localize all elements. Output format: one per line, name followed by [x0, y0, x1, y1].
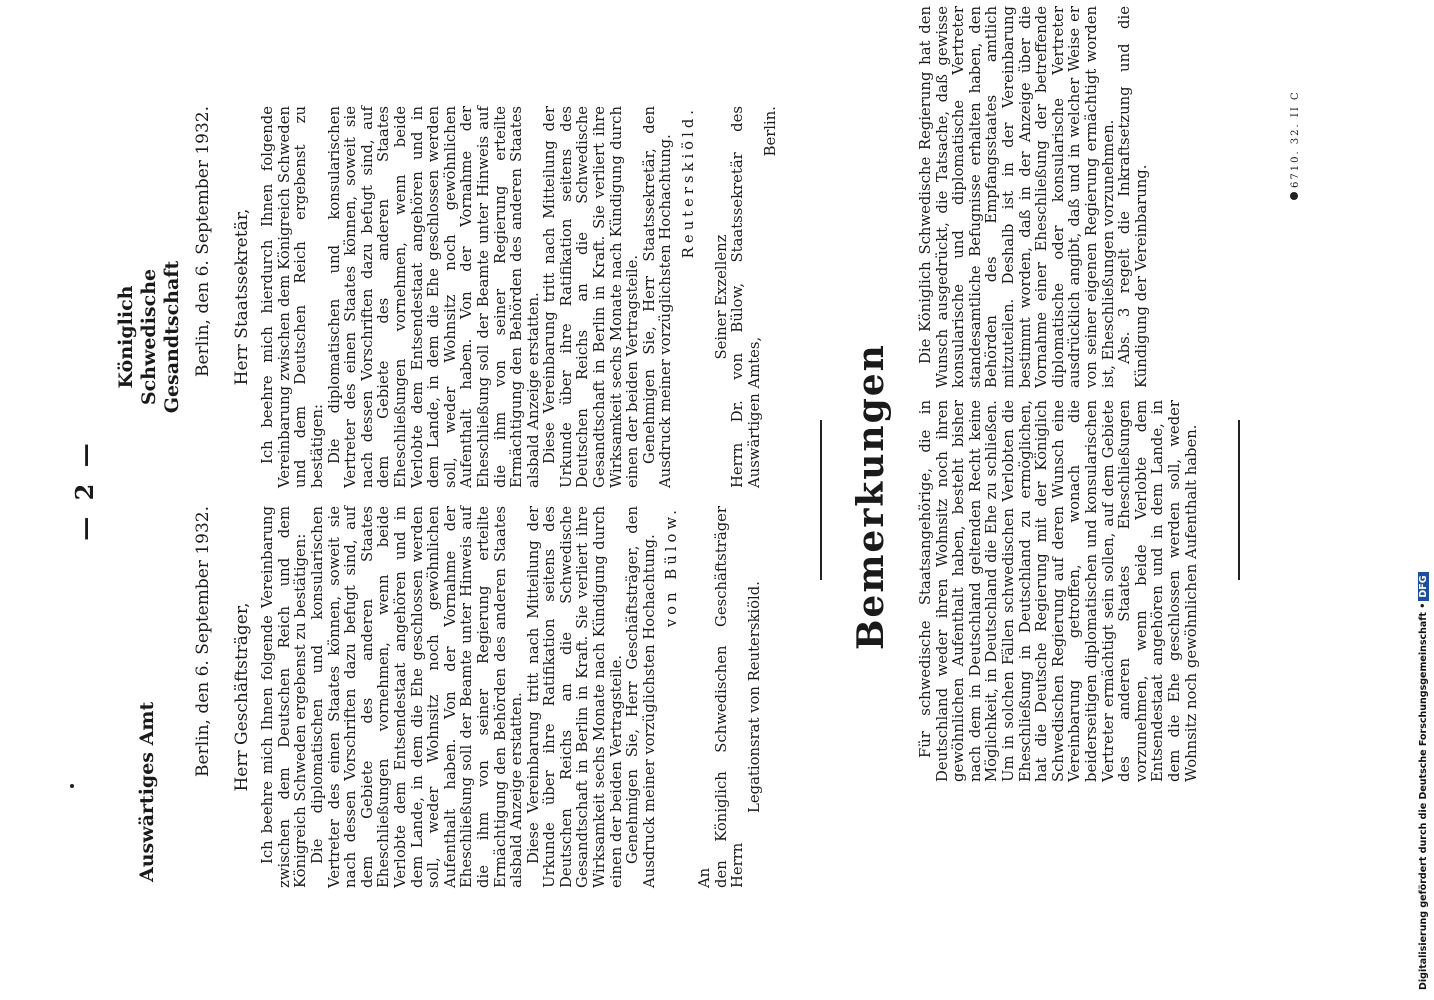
address-block — [714, 106, 780, 488]
remarks-left-column — [918, 400, 1200, 782]
address-line: Legationsrat von Reuterskiöld. — [745, 581, 763, 813]
paragraph: Abs. 3 regelt die Inkraftsetzung und die Kündigung der Vereinbarung. — [1116, 6, 1150, 388]
dfg-logo: DFG — [1418, 572, 1429, 600]
print-code: 6710. 32. II C — [1290, 90, 1301, 200]
address-line: An — [696, 867, 714, 888]
paragraph: Die diplomatischen und konsularischen Vertreter des einen Staates können, soweit sie nach dessen Vorschriften dazu befugt sind, auf dem Gebiete des anderen Staates Eheschließungen vornehmen, wenn beide Verlobte dem Entsendestaat angehören und in dem Lande, in dem die Ehe geschlossen werden soll, weder Wohnsitz noch gewöhnlichen Aufenthalt haben. Von der Vornahme der Eheschließung soll der Beamte unter Hinweis auf die ihm von seiner Regierung erteilte Ermächtigung den Behörden des anderen Staates alsbald Anzeige erstatten. — [325, 106, 542, 488]
left-letter — [195, 506, 763, 888]
print-mark-icon — [1290, 192, 1298, 200]
letter-date: Berlin, den 6. September 1932. — [193, 106, 213, 377]
address-line: Berlin. — [762, 106, 780, 157]
paragraph: Ich beehre mich hierdurch Ihnen folgende Vereinbarung zwischen dem Königreich Schweden und dem Deutschen Reich ergebenst zu bestätigen: — [259, 106, 326, 488]
left-letterhead: Auswärtiges Amt — [136, 701, 158, 882]
paragraph: Genehmigen Sie, Herr Staatssekretär, den Ausdruck meiner vorzüglichsten Hochachtung. — [640, 106, 675, 488]
signature: von Bülow. — [663, 506, 681, 628]
digitization-text: Digitalisierung gefördert durch die Deutsche Forschungsgemeinschaft • — [1418, 602, 1429, 990]
right-letterhead — [115, 202, 184, 472]
ink-dot — [70, 784, 74, 788]
address-block — [697, 506, 763, 888]
right-letterhead-line-1: Königlich — [115, 285, 137, 389]
salutation: Herr Geschäftsträger, — [231, 602, 252, 792]
address-line: Seiner Exzellenz — [712, 234, 730, 360]
paragraph: Die Königlich Schwedische Regierung hat den Wunsch ausgedrückt, die Tatsache, daß gewisse konsularische und diplomatische Vertreter standesamtliche Befugnisse erhalten haben, den Behörden des Empfangsstaates amtlich mitzuteilen. Deshalb ist in der Vereinbarung bestimmt worden, daß in der Anzeige über die Vornahme einer Eheschließung der betreffende diplomatische oder konsularische Vertreter ausdrücklich angibt, daß und in welcher Weise er von seiner eigenen Regierung ermächtigt worden ist, Eheschließungen vorzunehmen. — [917, 6, 1117, 388]
paragraph: Genehmigen Sie, Herr Geschäftsträger, den Ausdruck meiner vorzüglichsten Hochachtung. — [624, 506, 658, 888]
paragraph: Diese Vereinbarung tritt nach Mitteilung der Urkunde über ihre Ratifikation seitens des Deutschen Reichs an die Schwedische Gesandtschaft in Berlin in Kraft. Sie verliert ihre Wirksamkeit sechs Monate nach Kündigung durch einen der beiden Vertragsteile. — [541, 106, 642, 488]
signature: Reuterskiöld. — [680, 106, 698, 259]
page-number: — 2 — — [70, 439, 99, 541]
right-letterhead-line-2: Schwedische Gesandtschaft — [138, 260, 183, 414]
digitization-note — [1418, 570, 1429, 990]
paragraph: Ich beehre mich Ihnen folgende Vereinbarung zwischen dem Deutschen Reich und dem Königreich Schweden ergebenst zu bestätigen: — [259, 506, 310, 888]
paragraph: Diese Vereinbarung tritt nach Mitteilung der Urkunde über ihre Ratifikation seitens des Deutschen Reichs an die Schwedische Gesandtschaft in Berlin in Kraft. Sie verliert ihre Wirksamkeit sechs Monate nach Kündigung durch einen der beiden Vertragsteile. — [524, 506, 625, 888]
address-line: den Königlich Schwedischen Geschäftsträger Herrn — [712, 506, 747, 888]
letter-date: Berlin, den 6. September 1932. — [193, 506, 213, 777]
paragraph: Für schwedische Staatsangehörige, die in Deutschland weder ihren Wohnsitz noch ihren gewöhnlichen Aufenthalt haben, besteht bisher nach dem in Deutschland geltenden Recht keine Möglichkeit, in Deutschland die Ehe zu schließen. Um in solchen Fällen schwedischen Verlobten die Eheschließung in Deutschland zu ermöglichen, hat die Deutsche Regierung mit der Königlich Schwedischen Regierung auf deren Wunsch eine Vereinbarung getroffen, wonach die beiderseitigen diplomatischen und konsularischen Vertreter ermächtigt sein sollen, auf dem Gebiete des anderen Staates Eheschließungen vorzunehmen, wenn beide Verlobte dem Entsendestaat angehören und in dem Lande, in dem die Ehe geschlossen werden soll, weder Wohnsitz noch gewöhnlichen Aufenthalt haben. — [917, 400, 1200, 782]
remarks-right-column — [918, 6, 1150, 388]
remarks-heading: Bemerkungen — [850, 343, 892, 650]
paragraph: Die diplomatischen und konsularischen Vertreter des einen Staates können, soweit sie nach dessen Vorschriften dazu befugt sind, auf dem Gebiete des anderen Staates Eheschließungen vornehmen, wenn beide Verlobte dem Entsendestaat angehören und in dem Lande, in dem die Ehe geschlossen werden soll, weder Wohnsitz noch gewöhnlichen Aufenthalt haben. Von der Vornahme der Eheschließung soll der Beamte unter Hinweis auf die ihm von seiner Regierung erteilte Ermächtigung den Behörden des anderen Staates alsbald Anzeige erstatten. — [308, 506, 526, 888]
section-divider — [820, 420, 822, 580]
address-line: Herrn Dr. von Bülow, Staatssekretär des Auswärtigen Amtes, — [729, 106, 763, 488]
right-letter — [195, 106, 780, 488]
section-divider — [1238, 420, 1240, 580]
salutation: Herr Staatssekretär, — [231, 208, 252, 386]
